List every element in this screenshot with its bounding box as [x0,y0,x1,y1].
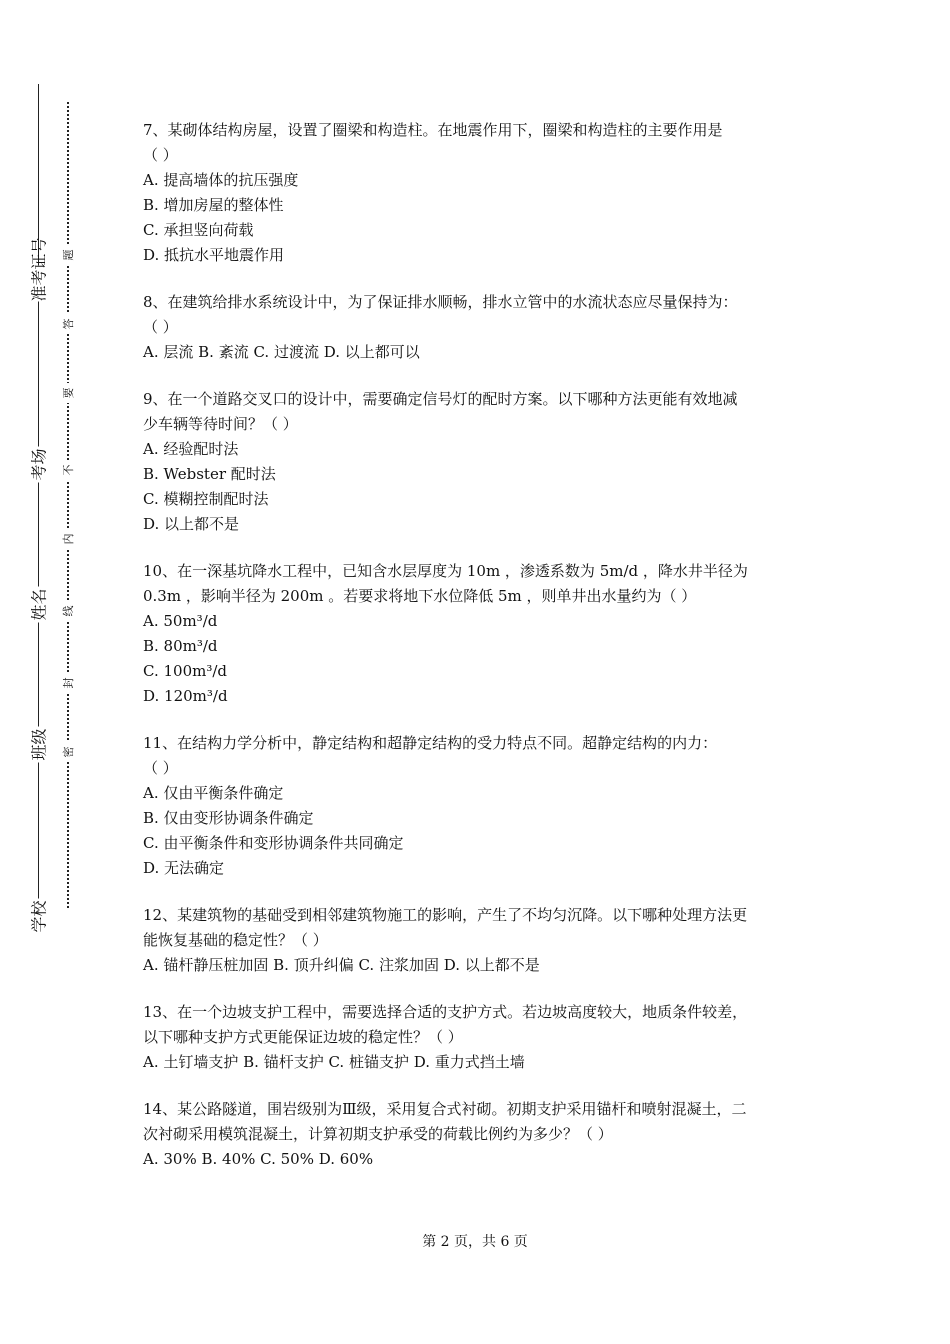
question-list [143,118,813,1194]
question-line: A. 土钉墙支护 B. 锚杆支护 C. 桩锚支护 D. 重力式挡土墙 [143,1053,525,1071]
field-exam-room-label: 考场 [27,447,50,483]
question-line: 10、在一深基坑降水工程中，已知含水层厚度为 10m ，渗透系数为 5m/d ，降水井半径为 [143,562,748,580]
seal-char: 答 [60,314,76,334]
binding-margin [0,0,90,1344]
question-line: D. 无法确定 [143,859,225,877]
question-block [143,903,813,978]
question-line: D. 120m³/d [143,687,228,705]
question-block [143,118,813,268]
seal-char: 密 [60,742,76,762]
field-name-label: 姓名 [27,587,50,623]
question-line: A. 提高墙体的抗压强度 [143,171,299,189]
question-block [143,387,813,537]
question-line: 少车辆等待时间？（ ） [143,415,298,433]
field-exam-number-label: 准考证号 [27,266,50,302]
seal-char: 内 [60,529,76,549]
seal-char: 不 [60,460,76,480]
question-line: （ ） [143,146,178,164]
field-class-label: 班级 [27,727,50,763]
question-line: B. 80m³/d [143,637,218,655]
seal-char: 线 [60,601,76,621]
question-line: 11、在结构力学分析中，静定结构和超静定结构的受力特点不同。超静定结构的内力： [143,734,718,752]
question-line: （ ） [143,318,178,336]
question-line: A. 层流 B. 紊流 C. 过渡流 D. 以上都可以 [143,343,420,361]
binding-solid-line [38,84,39,922]
question-line: C. 由平衡条件和变形协调条件共同确定 [143,834,404,852]
question-line: 8、在建筑给排水系统设计中，为了保证排水顺畅，排水立管中的水流状态应尽量保持为： [143,293,738,311]
question-line: D. 以上都不是 [143,515,240,533]
question-line: （ ） [143,759,178,777]
question-line: C. 模糊控制配时法 [143,490,269,508]
question-line: 14、某公路隧道，围岩级别为Ⅲ级，采用复合式衬砌。初期支护采用锚杆和喷射混凝土，二 [143,1100,747,1118]
question-line: 0.3m ，影响半径为 200m 。若要求将地下水位降低 5m ，则单井出水量约为（ ） [143,587,697,605]
page-footer: 第 2 页，共 6 页 [422,1234,528,1250]
question-line: 12、某建筑物的基础受到相邻建筑物施工的影响，产生了不均匀沉降。以下哪种处理方法更 [143,906,748,924]
question-line: 次衬砌采用模筑混凝土，计算初期支护承受的荷载比例约为多少？（ ） [143,1125,613,1143]
question-line: A. 仅由平衡条件确定 [143,784,284,802]
seal-char: 封 [60,673,76,693]
question-line: 能恢复基础的稳定性？（ ） [143,931,328,949]
question-block [143,1000,813,1075]
question-line: 13、在一个边坡支护工程中，需要选择合适的支护方式。若边坡高度较大，地质条件较差， [143,1003,748,1021]
question-line: A. 锚杆静压桩加固 B. 顶升纠偏 C. 注浆加固 D. 以上都不是 [143,956,540,974]
question-line: C. 100m³/d [143,662,228,680]
question-line: 9、在一个道路交叉口的设计中，需要确定信号灯的配时方案。以下哪种方法更能有效地减 [143,390,738,408]
question-line: B. Webster 配时法 [143,465,276,483]
question-line: A. 经验配时法 [143,440,239,458]
question-line: 7、某砌体结构房屋，设置了圈梁和构造柱。在地震作用下，圈梁和构造柱的主要作用是 [143,121,723,139]
question-line: A. 30% B. 40% C. 50% D. 60% [143,1150,374,1168]
question-line: C. 承担竖向荷载 [143,221,254,239]
question-block [143,290,813,365]
question-block [143,731,813,881]
question-line: D. 抵抗水平地震作用 [143,246,285,264]
field-school-label: 学校 [27,899,50,935]
seal-dotted-line [67,102,69,908]
question-line: B. 仅由变形协调条件确定 [143,809,314,827]
question-block [143,1097,813,1172]
question-block [143,559,813,709]
question-line: A. 50m³/d [143,612,218,630]
question-line: 以下哪种支护方式更能保证边坡的稳定性？（ ） [143,1028,463,1046]
question-line: B. 增加房屋的整体性 [143,196,284,214]
seal-char: 要 [60,383,76,403]
seal-char: 题 [60,245,76,265]
